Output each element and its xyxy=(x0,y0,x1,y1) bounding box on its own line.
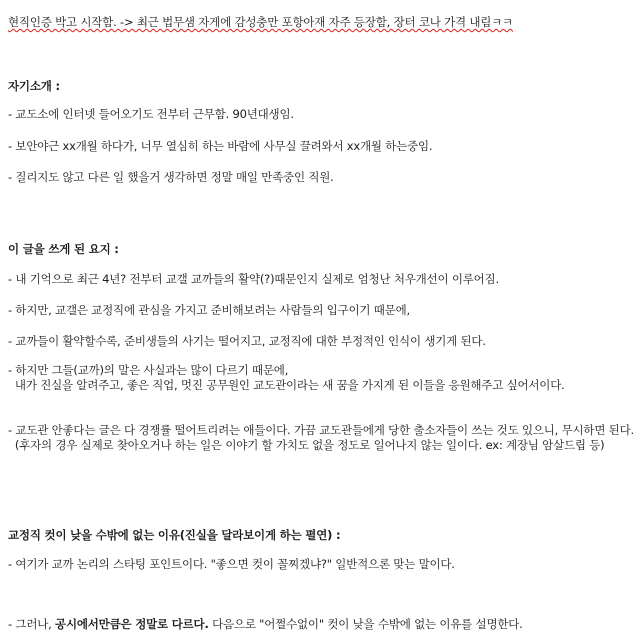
purpose-item-5: - 교도관 안좋다는 글은 다 경쟁률 떨어트리려는 애들이다. 가끔 교도관들에게 당한 출소자들이 쓰는 것도 있으니, 무시하면 된다. (후자의 경우 실제로 찾아오거나 하는 일은 이야기 할 가치도 없을 정도로 일어나지 않는 일이다. ex: 계장님 암살드립 등) xyxy=(8,423,634,452)
last-line-tail: 다음으로 "어쩔수없이" 컷이 낮을 수밖에 없는 이유를 설명한다. xyxy=(208,617,523,631)
reason-heading: 교정직 컷이 낮을 수밖에 없는 이유(진실을 달라보이게 하는 펼연) : xyxy=(8,528,341,542)
purpose-item-3: - 교까들이 활약할수록, 준비생들의 사기는 떨어지고, 교정직에 대한 부정적인 인식이 생기게 된다. xyxy=(8,334,486,348)
intro-line: 현직인증 박고 시작함. -> 최근 법무샘 자게에 감성충만 포항아재 자주 등장함, 장터 코나 가격 내림ㅋㅋ xyxy=(8,15,514,29)
self-intro-heading: 자기소개 : xyxy=(8,79,60,93)
self-intro-item-1: - 교도소에 인터넷 들어오기도 전부터 근무함. 90년대생임. xyxy=(8,107,294,121)
purpose-heading: 이 글을 쓰게 된 요지 : xyxy=(8,242,119,256)
purpose-item-1: - 내 기억으로 최근 4년? 전부터 교갤 교까들의 활약(?)때문인지 실제로 엄청난 처우개선이 이루어짐. xyxy=(8,272,499,286)
purpose-item-2: - 하지만, 교갤은 교정직에 관심을 가지고 준비해보려는 사람들의 입구이기 때문에, xyxy=(8,303,410,317)
self-intro-item-2: - 보안야근 xx개월 하다가, 너무 열심히 하는 바람에 사무실 끌려와서 xx개월 하는중임. xyxy=(8,139,433,153)
purpose-item-4: - 하지만 그들(교까)의 말은 사실과는 많이 다르기 때문에, 내가 진실을 알려주고, 좋은 직업, 멋진 공무원인 교도관이라는 새 꿈을 가지게 된 이들을 응원해주고 싶어서이다. xyxy=(8,363,565,392)
last-line xyxy=(8,617,634,632)
self-intro-item-3: - 질리지도 않고 다른 일 했을거 생각하면 정말 매일 만족중인 직원. xyxy=(8,170,334,184)
reason-item-1: - 여기가 교까 논리의 스타팅 포인트이다. "좋으면 컷이 꼴찌겠냐?" 일반적으론 맞는 말이다. xyxy=(8,557,455,571)
last-line-emphasis: 공시에서만큼은 정말로 다르다. xyxy=(55,617,209,631)
last-line-lead: - 그러나, xyxy=(8,617,56,631)
